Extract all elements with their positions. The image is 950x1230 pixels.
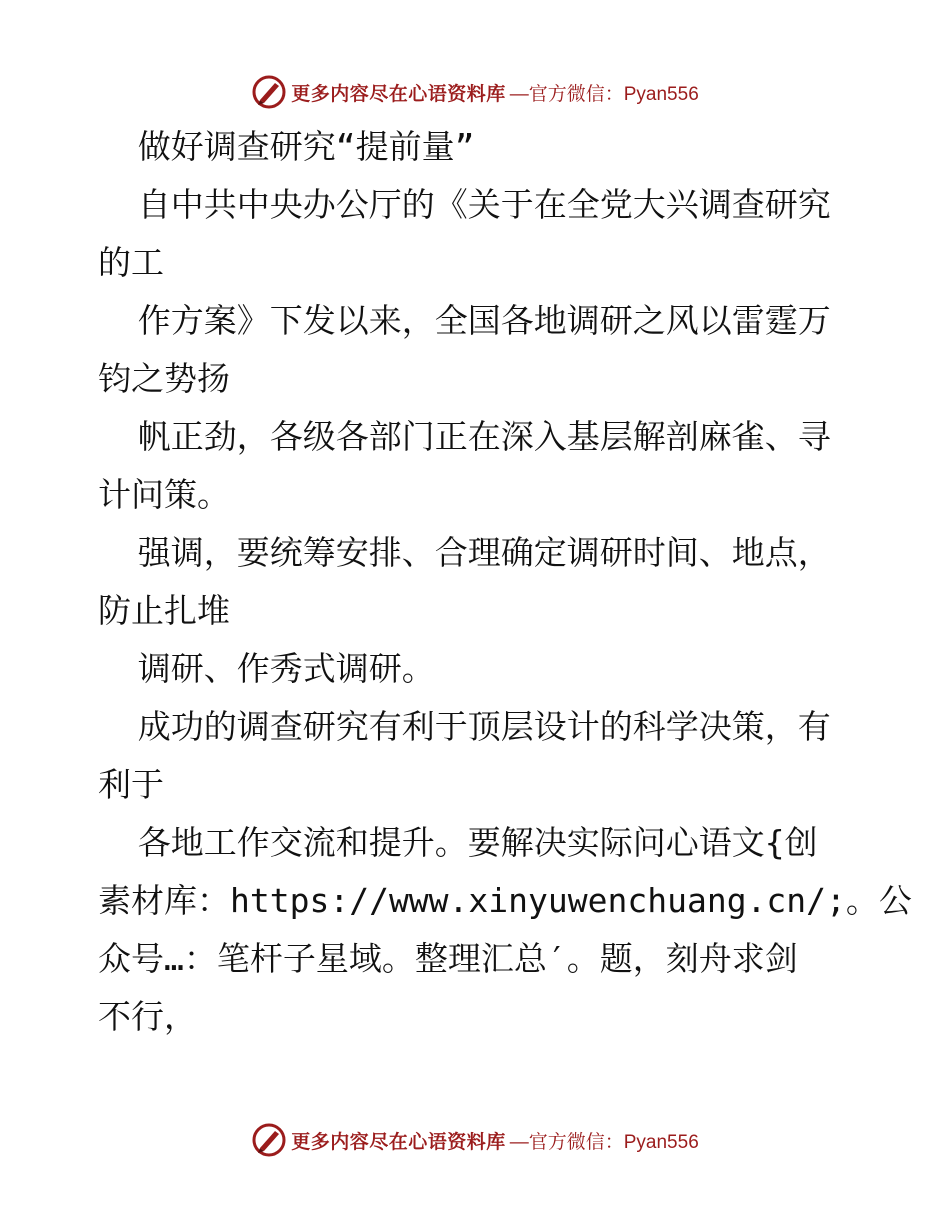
text-line: 调研、作秀式调研。: [98, 649, 435, 688]
text-line: 的工: [98, 243, 164, 282]
watermark-contact: —官方微信：Pyan556: [509, 1131, 699, 1153]
header-watermark: [0, 72, 950, 112]
text-line: 作方案》下发以来，全国各地调研之风以雷霆万: [98, 301, 831, 340]
text-line: 钧之势扬: [98, 359, 230, 398]
text-line: 计问策。: [98, 475, 230, 514]
watermark-contact: —官方微信：Pyan556: [509, 83, 699, 105]
text-line: 帆正劲，各级各部门正在深入基层解剖麻雀、寻: [98, 417, 831, 456]
text-line: 众号…：笔杆子星域。整理汇总′。题，刻舟求剑: [98, 939, 798, 978]
watermark-text: 更多内容尽在心语资料库: [291, 1130, 506, 1153]
text-line: 防止扎堆: [98, 591, 230, 630]
text-line: 利于: [98, 765, 164, 804]
text-line: 自中共中央办公厅的《关于在全党大兴调查研究: [98, 185, 831, 224]
footer-watermark: [0, 1120, 950, 1160]
watermark-text: 更多内容尽在心语资料库: [291, 82, 506, 105]
text-line: 不行，: [98, 997, 197, 1036]
text-line: 素材库：https://www.xinyuwenchuang.cn/;。公: [98, 881, 912, 920]
text-line: 成功的调查研究有利于顶层设计的科学决策，有: [98, 707, 831, 746]
text-line: 强调，要统筹安排、合理确定调研时间、地点，: [98, 533, 831, 572]
text-line: 各地工作交流和提升。要解决实际问心语文{创: [98, 823, 818, 862]
text-line: 做好调查研究“提前量”: [98, 127, 475, 166]
pen-logo-icon: [251, 1122, 287, 1158]
document-body: [98, 118, 912, 1046]
pen-logo-icon: [251, 74, 287, 110]
